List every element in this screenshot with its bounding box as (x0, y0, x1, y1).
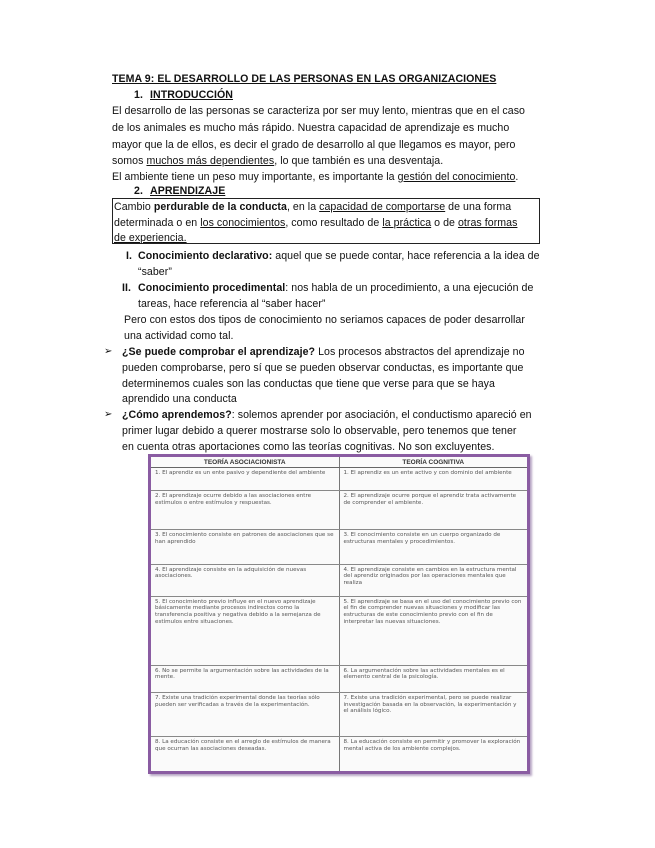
comparison-table (151, 457, 527, 771)
after-items-line-2: una actividad como tal. (124, 330, 234, 342)
arrow-bullet-icon: ➢ (104, 409, 113, 420)
table-cell: 2. El aprendizaje ocurre debido a las asociaciones entre estímulos o entre estímulos y respuestas. (151, 490, 339, 529)
after-items-line-1: Pero con estos dos tipos de conocimiento no seriamos capaces de poder desarrollar (124, 314, 525, 326)
table-header-row (151, 457, 527, 468)
item-2-line-1 (138, 281, 533, 295)
item-1-line-1 (138, 249, 540, 263)
bullet-2-line-3: en cuenta otras aportaciones como las teorías cognitivas. No son excluyentes. (122, 441, 495, 453)
bullet-1-text: Los procesos abstractos del aprendizaje no (315, 346, 525, 358)
item-2-number: II. (122, 282, 131, 294)
item-2-text: : nos habla de un procedimiento, a una ejecución de (285, 282, 534, 294)
table-row (151, 736, 527, 771)
bullet-1-line-4: aprendido una conducta (122, 393, 237, 405)
table-row (151, 564, 527, 596)
intro-line-3: mayor que la de ellos, es decir el grado de desarrollo al que llegamos es mayor, pero (112, 139, 516, 151)
document-title: TEMA 9: EL DESARROLLO DE LAS PERSONAS EN LAS ORGANIZACIONES (112, 73, 497, 85)
section-1-heading: INTRODUCCIÓN (150, 89, 233, 101)
table-cell: 5. El conocimiento previo influye en el nuevo aprendizaje básicamente mediante procesos indirectos como la transferencia positiva y negativa debido a la semejanza de estímulos entre situaciones. (151, 596, 339, 665)
table-cell: 6. La argumentación sobre las actividades mentales es el elemento central de la psicología. (339, 665, 527, 693)
bullet-1-line-3: determinemos cuales son las conductas que tiene que verse para que se haya (122, 378, 495, 390)
table-cell: 8. La educación consiste en permitir y promover la exploración mental activa de los ambiente complejos. (343, 738, 521, 752)
item-2-label: Conocimiento procedimental (138, 282, 286, 294)
intro-line-5-a: El ambiente tiene un peso muy importante, es importante la (112, 171, 398, 183)
table-row (151, 596, 527, 665)
table-header-cognitive: TEORÍA COGNITIVA (339, 457, 527, 468)
table-row (151, 665, 527, 693)
table-cell: 2. El aprendizaje ocurre porque el aprendiz trata activamente de comprender el ambiente. (339, 490, 527, 529)
section-1-number: 1. (134, 89, 143, 101)
table-row (151, 468, 527, 491)
intro-line-1: El desarrollo de las personas se caracteriza por ser muy lento, mientras que en el caso (112, 105, 525, 117)
table-cell: 4. El aprendizaje consiste en la adquisición de nuevas asociaciones. (151, 564, 339, 596)
intro-line-5-c: . (515, 171, 519, 183)
definition-text: , como resultado de (285, 217, 383, 229)
item-1-line-2: “saber” (138, 266, 172, 278)
table-cell: 5. El aprendizaje se basa en el uso del conocimiento previo con el fin de comprender nuevas situaciones y modificar las estructuras de este conocimiento previo con el fin de interpretar las nuevas situaciones. (339, 596, 527, 665)
item-1-text: aquel que se puede contar, hace referencia a la idea de (272, 250, 540, 262)
intro-line-4-underlined: muchos más dependientes (146, 155, 275, 167)
table-cell: 3. El conocimiento consiste en un cuerpo organizado de estructuras mentales y procedimientos. (339, 530, 527, 564)
definition-text: Cambio (114, 201, 154, 213)
table-row (151, 693, 527, 737)
bullet-2-text: : solemos aprender por asociación, el conductismo apareció en (231, 409, 532, 421)
section-2-heading: APRENDIZAJE (150, 185, 226, 197)
table-cell: 6. No se permite la argumentación sobre las actividades de la mente. (151, 665, 339, 693)
definition-text: , en la (286, 201, 320, 213)
item-1-number: I. (126, 250, 132, 262)
item-1-label: Conocimiento declarativo: (138, 250, 273, 262)
item-2-line-2: tareas, hace referencia al “saber hacer” (138, 298, 326, 310)
table-cell: 7. Existe una tradición experimental donde las teorías sólo pueden ser verificadas a través de la experimentación. (151, 693, 339, 737)
table-row (151, 490, 527, 529)
definition-text: determinada o en (114, 217, 201, 229)
table-cell: 8. La educación consiste en el arreglo de estímulos de manera que ocurran las asociaciones deseadas. (151, 736, 339, 771)
bullet-2-line-2: primer lugar debido a querer mostrarse solo lo observable, pero tenemos que tener (122, 425, 517, 437)
arrow-bullet-icon: ➢ (104, 346, 113, 357)
intro-line-4-a: somos (112, 155, 147, 167)
definition-text: de una forma (445, 201, 512, 213)
table-cell: 1. El aprendiz es un ente activo y con dominio del ambiente (339, 468, 527, 491)
table-cell: 1. El aprendiz es un ente pasivo y dependiente del ambiente (151, 468, 339, 491)
intro-line-5 (112, 170, 518, 184)
definition-underlined: la práctica (382, 217, 432, 229)
table-cell: 3. El conocimiento consiste en patrones de asociaciones que se han aprendido (151, 530, 339, 564)
intro-line-2: de los animales es mucho más rápido. Nuestra capacidad de aprendizaje es mucho (112, 122, 510, 134)
definition-underlined: otras formas (457, 217, 518, 229)
table-cell: 7. Existe una tradición experimental, pero se puede realizar investigación basada en la observación, la experimentación y el análisis lógico. (339, 693, 527, 737)
bullet-1-line-1 (122, 345, 525, 359)
definition-bold: perdurable de la conducta (153, 201, 287, 213)
definition-underlined: capacidad de comportarse (319, 201, 446, 213)
table-row (151, 530, 527, 564)
intro-line-4 (112, 154, 443, 168)
definition-underlined: los conocimientos (200, 217, 286, 229)
intro-line-5-underlined: gestión del conocimiento (397, 171, 516, 183)
definition-text: o de (431, 217, 458, 229)
table-header-associationist: TEORÍA ASOCIACIONISTA (151, 457, 339, 468)
bullet-2-label: ¿Cómo aprendemos? (122, 409, 232, 421)
definition-line-1 (114, 200, 511, 214)
definition-line-2 (114, 216, 517, 230)
intro-line-4-c: , lo que también es una desventaja. (274, 155, 444, 167)
bullet-2-line-1 (122, 408, 532, 422)
bullet-1-label: ¿Se puede comprobar el aprendizaje? (122, 346, 316, 358)
section-2-number: 2. (134, 185, 143, 197)
theory-comparison-table (148, 454, 530, 774)
bullet-1-line-2: pueden comprobarse, pero sí que se pueden observar conductas, es importante que (122, 362, 524, 374)
definition-line-3: de experiencia. (114, 232, 187, 244)
table-cell: 4. El aprendizaje consiste en cambios en la estructura mental del aprendiz originados por las operaciones mentales que realiza (339, 564, 527, 596)
